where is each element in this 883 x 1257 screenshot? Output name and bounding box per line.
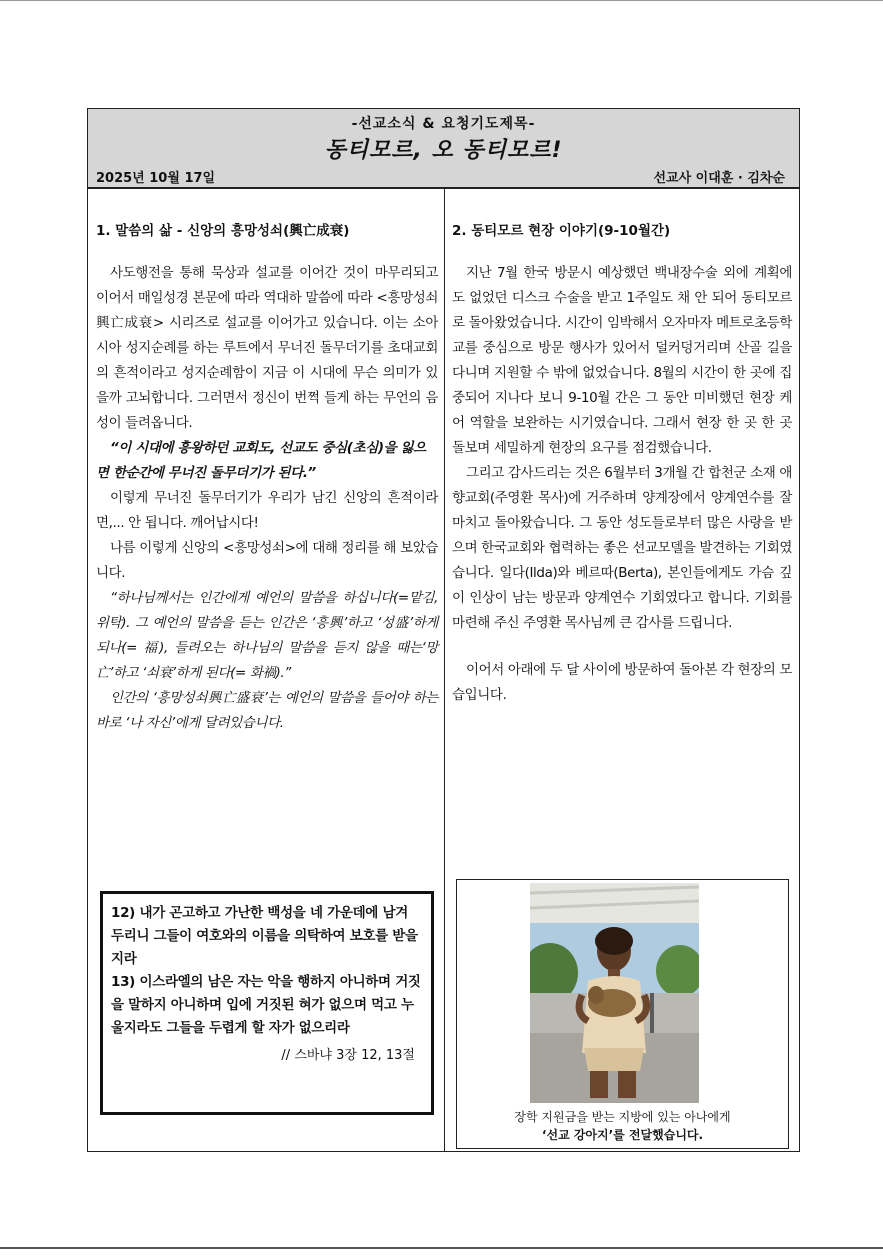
- header-title: 동티모르, 오 동티모르!: [324, 138, 563, 163]
- right-paragraph-1: 지난 7월 한국 방문시 예상했던 백내장수술 외에 계획에도 없었던 디스크 수술을 받고 1주일도 채 안 되어 동티모르로 돌아왔었습니다. 시간이 임박해서 오자마자 메트로초등학교를 중심으로 방문 행사가 있어서 덜커덩거리며 산골 길을 다니며 지원할 수 밖에 없었습니다. 8월의 시간이 한 곳에 집중되어 지나다 보니 9-10월 간은 그 동안 미비했던 현장 케어 역할을 보완하는 시기였습니다. 그래서 현장 한 곳 한 곳 돌보며 세밀하게 현장의 요구를 점검했습니다.: [452, 265, 792, 456]
- left-paragraph-1: 사도행전을 통해 묵상과 설교를 이어간 것이 마무리되고 이어서 매일성경 본문에 따라 역대하 말씀에 따라 <흥망성쇠興亡成衰> 시리즈로 설교를 이어가고 있습니다. 이는 소아시아 성지순례를 하는 루트에서 무너진 돌무더기를 초대교회의 흔적이라고 성지순례함이 지금 이 시대에 무슨 의미가 있을까 고뇌합니다. 그러면서 정신이 번쩍 들게 하는 무언의 음성이 들려옵니다.: [96, 265, 438, 431]
- left-section-title: 1. 말씀의 삶 - 신앙의 흥망성쇠(興亡成衰): [96, 223, 350, 239]
- photo-girl-with-puppy: [530, 883, 699, 1103]
- header-subtitle: -선교소식 & 요청기도제목-: [351, 116, 536, 132]
- photo-caption: [457, 1108, 788, 1144]
- left-paragraph-2: 이렇게 무너진 돌무더기가 우리가 남긴 신앙의 흔적이라면,... 안 됩니다. 깨어납시다!: [96, 490, 438, 531]
- verse-13: 13) 이스라엘의 남은 자는 악을 행하지 아니하며 거짓을 말하지 아니하며 입에 거짓된 혀가 없으며 먹고 누울지라도 그들을 두렵게 할 자가 없으리라: [111, 974, 421, 1036]
- left-quote-2: “하나님께서는 인간에게 예언의 말씀을 하십니다(=맡김, 위탁). 그 예언의 말씀을 듣는 인간은 ‘흥興’하고 ‘성盛’하게 되나(= 福), 들려오는 하나님의 말씀을 듣지 않을 때는‘망亡’하고 ‘쇠衰’하게 된다(= 화禍).”: [96, 590, 438, 681]
- header-date: 2025년 10월 17일: [96, 171, 216, 186]
- photo-frame: [456, 879, 789, 1149]
- photo-illustration: [530, 883, 699, 1103]
- bottom-rule: [0, 1247, 883, 1249]
- column-divider: [444, 187, 445, 1152]
- verse-reference: // 스바냐 3장 12, 13절: [281, 1048, 415, 1063]
- left-paragraph-3: 나름 이렇게 신앙의 <흥망성쇠>에 대해 정리를 해 보았습니다.: [96, 540, 438, 581]
- left-quote-3: 인간의 ‘흥망성쇠興亡盛衰’는 예언의 말씀을 들어야 하는 바로 ‘나 자신’에게 달려있습니다.: [96, 690, 438, 731]
- left-quote-1: “이 시대에 흥왕하던 교회도, 선교도 중심(초심)을 잃으면 한순간에 무너진 돌무더기가 된다.”: [96, 440, 426, 481]
- newsletter: [87, 108, 800, 1152]
- scripture-box: [100, 891, 434, 1115]
- newsletter-header: [88, 109, 799, 189]
- photo-caption-line-1: 장학 지원금을 받는 지방에 있는 아나에게: [514, 1110, 731, 1124]
- right-paragraph-3: 이어서 아래에 두 달 사이에 방문하여 돌아본 각 현장의 모습입니다.: [452, 662, 792, 703]
- header-author: 선교사 이대훈 · 김차순: [653, 171, 785, 186]
- right-column: [452, 187, 792, 708]
- right-section-title: 2. 동티모르 현장 이야기(9-10월간): [452, 223, 671, 239]
- right-paragraph-2: 그리고 감사드리는 것은 6월부터 3개월 간 합천군 소재 애향교회(주영환 목사)에 거주하며 양계장에서 양계연수를 잘 마치고 돌아왔습니다. 그 동안 성도들로부터 많은 사랑을 받으며 한국교회와 협력하는 좋은 선교모델을 발견하는 기회였습니다. 일다(Ilda)와 베르따(Berta), 본인들에게도 가슴 깊이 인상이 남는 방문과 양계연수 기회였다고 합니다. 기회를 마련해 주신 주영환 목사님께 큰 감사를 드립니다.: [452, 465, 792, 631]
- photo-caption-line-2: ‘선교 강아지’를 전달했습니다.: [541, 1128, 704, 1142]
- top-rule: [0, 0, 883, 1]
- left-column: [96, 187, 438, 736]
- verse-12: 12) 내가 곤고하고 가난한 백성을 네 가운데에 남겨 두리니 그들이 여호와의 이름을 의탁하여 보호를 받을지라: [111, 905, 418, 967]
